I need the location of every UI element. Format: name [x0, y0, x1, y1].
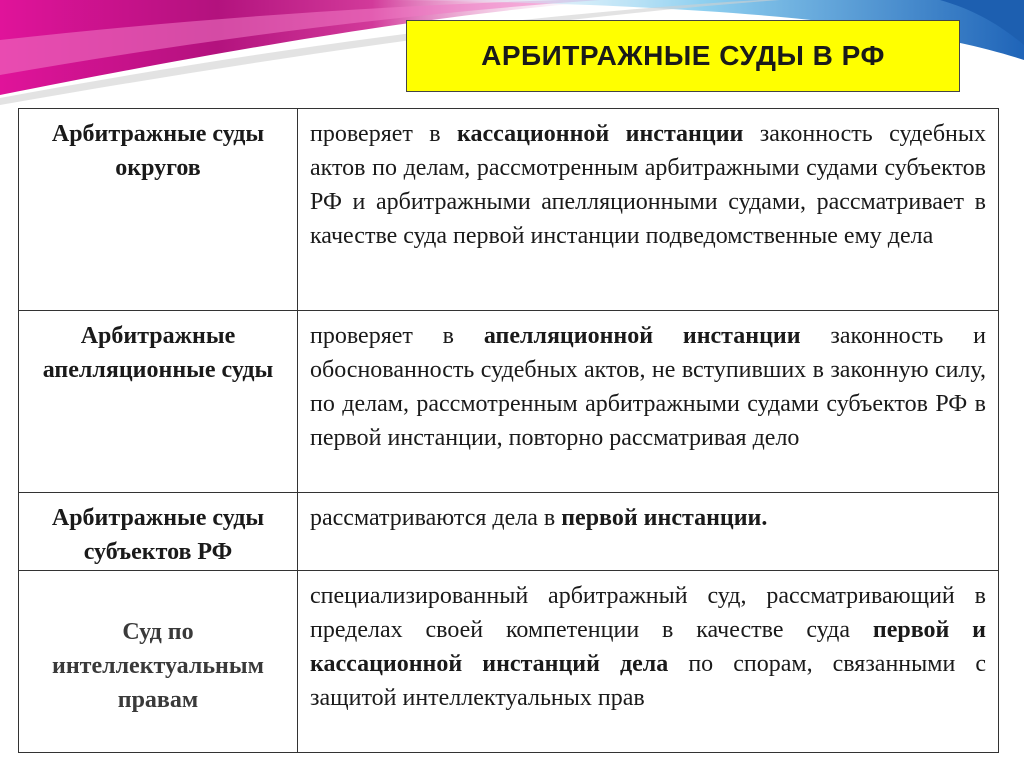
court-description-cell	[298, 311, 999, 493]
emphasis-text: первой инстанции.	[561, 505, 768, 531]
table-row	[19, 109, 999, 311]
court-name-cell: Суд по интеллектуальным правам	[19, 571, 298, 753]
court-name-cell: Арбитражные суды субъектов РФ	[19, 493, 298, 571]
court-description-cell	[298, 493, 999, 571]
description-text: законность и обоснованность судебных актов, не вступивших в законную силу, по делам, рассмотренным арбитражными судами субъектов РФ в первой инстанции, повторно рассматривая дело	[310, 323, 987, 451]
description-text: проверяет в	[310, 121, 458, 147]
court-name-cell: Арбитражные суды округов	[19, 109, 298, 311]
description-text: по спорам, связанными с защитой интеллектуальных прав	[310, 651, 987, 711]
court-name-cell: Арбитражные апелляционные суды	[19, 311, 298, 493]
description-text: специализированный арбитражный суд, рассматривающий в пределах своей компетенции в качестве суда	[310, 583, 986, 643]
emphasis-text: первой и кассационной инстанций дела	[310, 617, 987, 677]
court-description-cell	[298, 571, 999, 753]
slide-title: АРБИТРАЖНЫЕ СУДЫ В РФ	[406, 20, 960, 92]
description-text: рассматриваются дела в	[310, 505, 562, 531]
table-row	[19, 311, 999, 493]
emphasis-text: кассационной инстанции	[457, 121, 744, 147]
emphasis-text: апелляционной инстанции	[483, 323, 801, 349]
description-text: проверяет в	[310, 323, 484, 349]
description-text: законность судебных актов по делам, рассмотренным арбитражными судами субъектов РФ и арбитражными апелляционными судами, рассматривает в качестве суда первой инстанции подведомственные ему дела	[310, 121, 987, 249]
court-description-cell	[298, 109, 999, 311]
table-row	[19, 493, 999, 571]
courts-table	[18, 108, 999, 753]
table-row	[19, 571, 999, 753]
